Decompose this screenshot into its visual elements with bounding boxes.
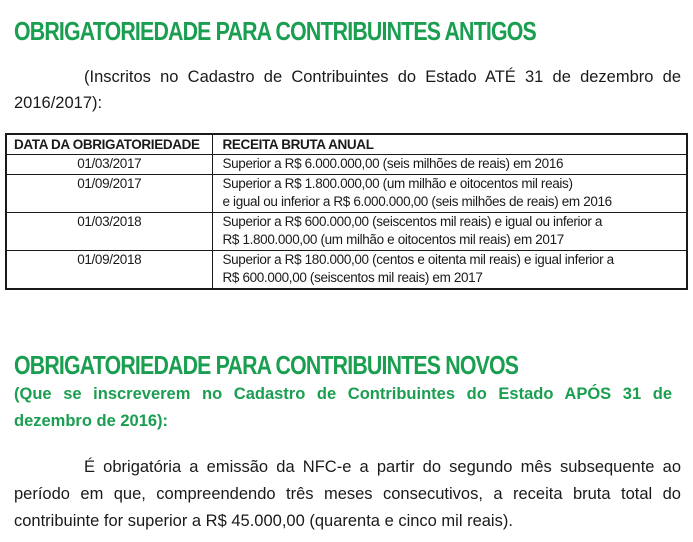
cell-line: R$ 1.800.000,00 (um milhão e oitocentos mil reais) em 2017 — [222, 232, 564, 247]
new-taxpayers-subtitle — [14, 381, 672, 435]
body-line-3: contribuinte for superior a R$ 45.000,00 (quarenta e cinco mil reais). — [14, 512, 513, 530]
section-title-old-taxpayers: OBRIGATORIEDADE PARA CONTRIBUINTES ANTIGOS — [14, 16, 536, 46]
cell-revenue — [212, 155, 687, 175]
cell-date: 01/09/2018 — [6, 250, 212, 289]
cell-line: Superior a R$ 6.000.000,00 (seis milhões de reais) em 2016 — [222, 156, 564, 171]
cell-revenue — [212, 250, 687, 289]
cell-line: e igual ou inferior a R$ 6.000.000,00 (seis milhões de reais) em 2016 — [222, 194, 612, 209]
obligation-table — [5, 133, 688, 290]
body-paragraph — [14, 454, 681, 535]
cell-line: Superior a R$ 600.000,00 (seiscentos mil reais) e igual ou inferior a — [222, 213, 603, 229]
table-row — [6, 155, 687, 175]
cell-line: R$ 600.000,00 (seiscentos mil reais) em 2017 — [222, 270, 483, 285]
cell-date: 01/03/2017 — [6, 155, 212, 175]
intro-line-2: 2016/2017): — [14, 94, 103, 112]
column-header-revenue: RECEITA BRUTA ANUAL — [212, 134, 687, 155]
table-row — [6, 212, 687, 250]
table-row — [6, 174, 687, 212]
column-header-date: DATA DA OBRIGATORIEDADE — [6, 134, 212, 155]
cell-date: 01/03/2018 — [6, 212, 212, 250]
intro-line-1: (Inscritos no Cadastro de Contribuintes do Estado ATÉ 31 de dezembro de — [84, 68, 681, 86]
cell-revenue — [212, 212, 687, 250]
intro-paragraph — [14, 64, 681, 116]
cell-line: Superior a R$ 1.800.000,00 (um milhão e oitocentos mil reais) — [222, 175, 573, 191]
subtitle-line-2: dezembro de 2016): — [14, 412, 169, 430]
body-line-1: É obrigatória a emissão da NFC-e a partir do segundo mês subsequente ao — [84, 458, 681, 476]
cell-date: 01/09/2017 — [6, 174, 212, 212]
cell-revenue — [212, 174, 687, 212]
subtitle-line-1: (Que se inscreverem no Cadastro de Contribuintes do Estado APÓS 31 de — [14, 385, 672, 403]
section-title-new-taxpayers: OBRIGATORIEDADE PARA CONTRIBUINTES NOVOS — [14, 350, 519, 380]
table-row — [6, 250, 687, 289]
cell-line: Superior a R$ 180.000,00 (centos e oitenta mil reais) e igual inferior a — [222, 251, 614, 267]
body-line-2: período em que, compreendendo três meses consecutivos, a receita bruta total do — [14, 485, 681, 503]
table-header-row — [6, 134, 687, 155]
